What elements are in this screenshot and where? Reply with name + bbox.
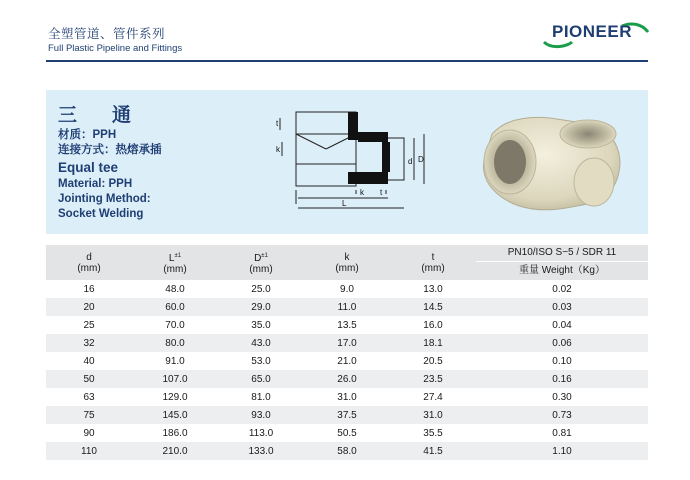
table-cell: 21.0: [337, 355, 357, 367]
col-header-d: d (mm): [46, 245, 132, 280]
table-cell: 0.81: [552, 427, 572, 439]
table-cell: 23.5: [390, 370, 476, 388]
table-cell: 25.0: [251, 283, 271, 295]
material-cn: 材质：PPH: [58, 129, 117, 141]
table-cell: 31.0: [337, 391, 357, 403]
dimensions-table: [46, 245, 648, 460]
drawing-label-t-bottom: t: [380, 188, 383, 197]
header-divider: [46, 60, 648, 62]
table-cell: 35.0: [251, 319, 271, 331]
table-row: [46, 406, 648, 424]
table-cell: 93.0: [218, 406, 304, 424]
jointing-cn: 连接方式：热熔承插: [58, 144, 162, 156]
table-cell: 35.5: [423, 427, 443, 439]
col-header-k: k (mm): [304, 245, 390, 280]
table-cell: 0.02: [552, 283, 572, 295]
table-cell: 110: [46, 442, 132, 460]
table-cell: 91.0: [165, 355, 185, 367]
table-cell: 9.0: [340, 283, 354, 295]
header-title-en: Full Plastic Pipeline and Fittings: [48, 43, 183, 54]
table-row: [46, 334, 648, 352]
col-header-D: $D^{\pm 1}$ (mm): [218, 245, 304, 280]
table-cell: 0.03: [476, 298, 648, 316]
table-body: [46, 280, 648, 460]
table-cell: 133.0: [218, 442, 304, 460]
table-cell: 37.5: [304, 406, 390, 424]
table-cell: 0.06: [476, 334, 648, 352]
drawing-label-k-left: k: [276, 145, 280, 154]
table-cell: 16.0: [423, 319, 443, 331]
drawing-label-t-top: t: [276, 119, 279, 128]
table-cell: 81.0: [251, 391, 271, 403]
table-cell: 16: [83, 283, 95, 295]
table-row: [46, 370, 648, 388]
material-en: Material: PPH: [58, 178, 133, 190]
page-header: [0, 0, 690, 64]
pioneer-logo: [538, 16, 650, 50]
table-row: [46, 352, 648, 370]
jointing-en-label: Jointing Method:: [58, 193, 151, 205]
product-name-en: Equal tee: [58, 160, 119, 175]
table-cell: 32: [46, 334, 132, 352]
table-row: [46, 298, 648, 316]
logo-text: PIONEER: [552, 22, 633, 41]
table-cell: 107.0: [132, 370, 218, 388]
header-title-cn: 全塑管道、管件系列: [48, 26, 166, 41]
table-row: [46, 280, 648, 298]
table-cell: 1.10: [476, 442, 648, 460]
table-row: [46, 388, 648, 406]
table-cell: 70.0: [165, 319, 185, 331]
table-cell: 18.1: [390, 334, 476, 352]
table-cell: 60.0: [132, 298, 218, 316]
table-cell: 0.10: [552, 355, 572, 367]
table-cell: 20: [46, 298, 132, 316]
col-header-pn: PN10/ISO S−5 / SDR 11: [476, 245, 648, 261]
table-cell: 80.0: [132, 334, 218, 352]
drawing-label-d: d: [408, 157, 413, 166]
jointing-en-value: Socket Welding: [58, 208, 144, 220]
table-cell: 27.4: [423, 391, 443, 403]
table-cell: 29.0: [218, 298, 304, 316]
table-cell: 17.0: [304, 334, 390, 352]
table-cell: 40: [83, 355, 95, 367]
table-cell: 53.0: [251, 355, 271, 367]
table-cell: 0.04: [552, 319, 572, 331]
table-cell: 63: [83, 391, 95, 403]
table-cell: 41.5: [390, 442, 476, 460]
table-cell: 210.0: [132, 442, 218, 460]
table-cell: 14.5: [390, 298, 476, 316]
table-cell: 129.0: [162, 391, 188, 403]
table-cell: 48.0: [165, 283, 185, 295]
table-cell: 13.5: [337, 319, 357, 331]
table-row: [46, 316, 648, 334]
table-cell: 43.0: [218, 334, 304, 352]
table-cell: 113.0: [248, 427, 274, 439]
table-cell: 0.73: [476, 406, 648, 424]
table-cell: 0.16: [476, 370, 648, 388]
table-cell: 58.0: [304, 442, 390, 460]
col-header-t: t (mm): [390, 245, 476, 280]
table-cell: 0.30: [552, 391, 572, 403]
table-cell: 26.0: [304, 370, 390, 388]
table-header-row: [46, 245, 648, 261]
product-panel: [46, 90, 648, 234]
table-cell: 50: [46, 370, 132, 388]
tee-technical-drawing: [236, 104, 436, 226]
table-cell: 75: [46, 406, 132, 424]
col-header-L: $L^{\pm 1}$ (mm): [132, 245, 218, 280]
drawing-label-D: D: [418, 155, 424, 164]
table-cell: 50.5: [337, 427, 357, 439]
drawing-label-k-bottom: k: [360, 188, 364, 197]
col-header-weight: 重量 Weight（Kg）: [476, 261, 648, 280]
drawing-label-L: L: [342, 199, 347, 208]
table-row: [46, 442, 648, 460]
table-cell: 65.0: [218, 370, 304, 388]
tee-fitting-photo: [470, 104, 630, 222]
table-row: [46, 424, 648, 442]
table-cell: 186.0: [162, 427, 188, 439]
table-cell: 145.0: [132, 406, 218, 424]
product-name-cn: 三 通: [58, 104, 140, 126]
table-cell: 13.0: [423, 283, 443, 295]
table-cell: 31.0: [390, 406, 476, 424]
table-cell: 25: [83, 319, 95, 331]
table-cell: 90: [83, 427, 95, 439]
table-cell: 11.0: [304, 298, 390, 316]
table-cell: 20.5: [423, 355, 443, 367]
